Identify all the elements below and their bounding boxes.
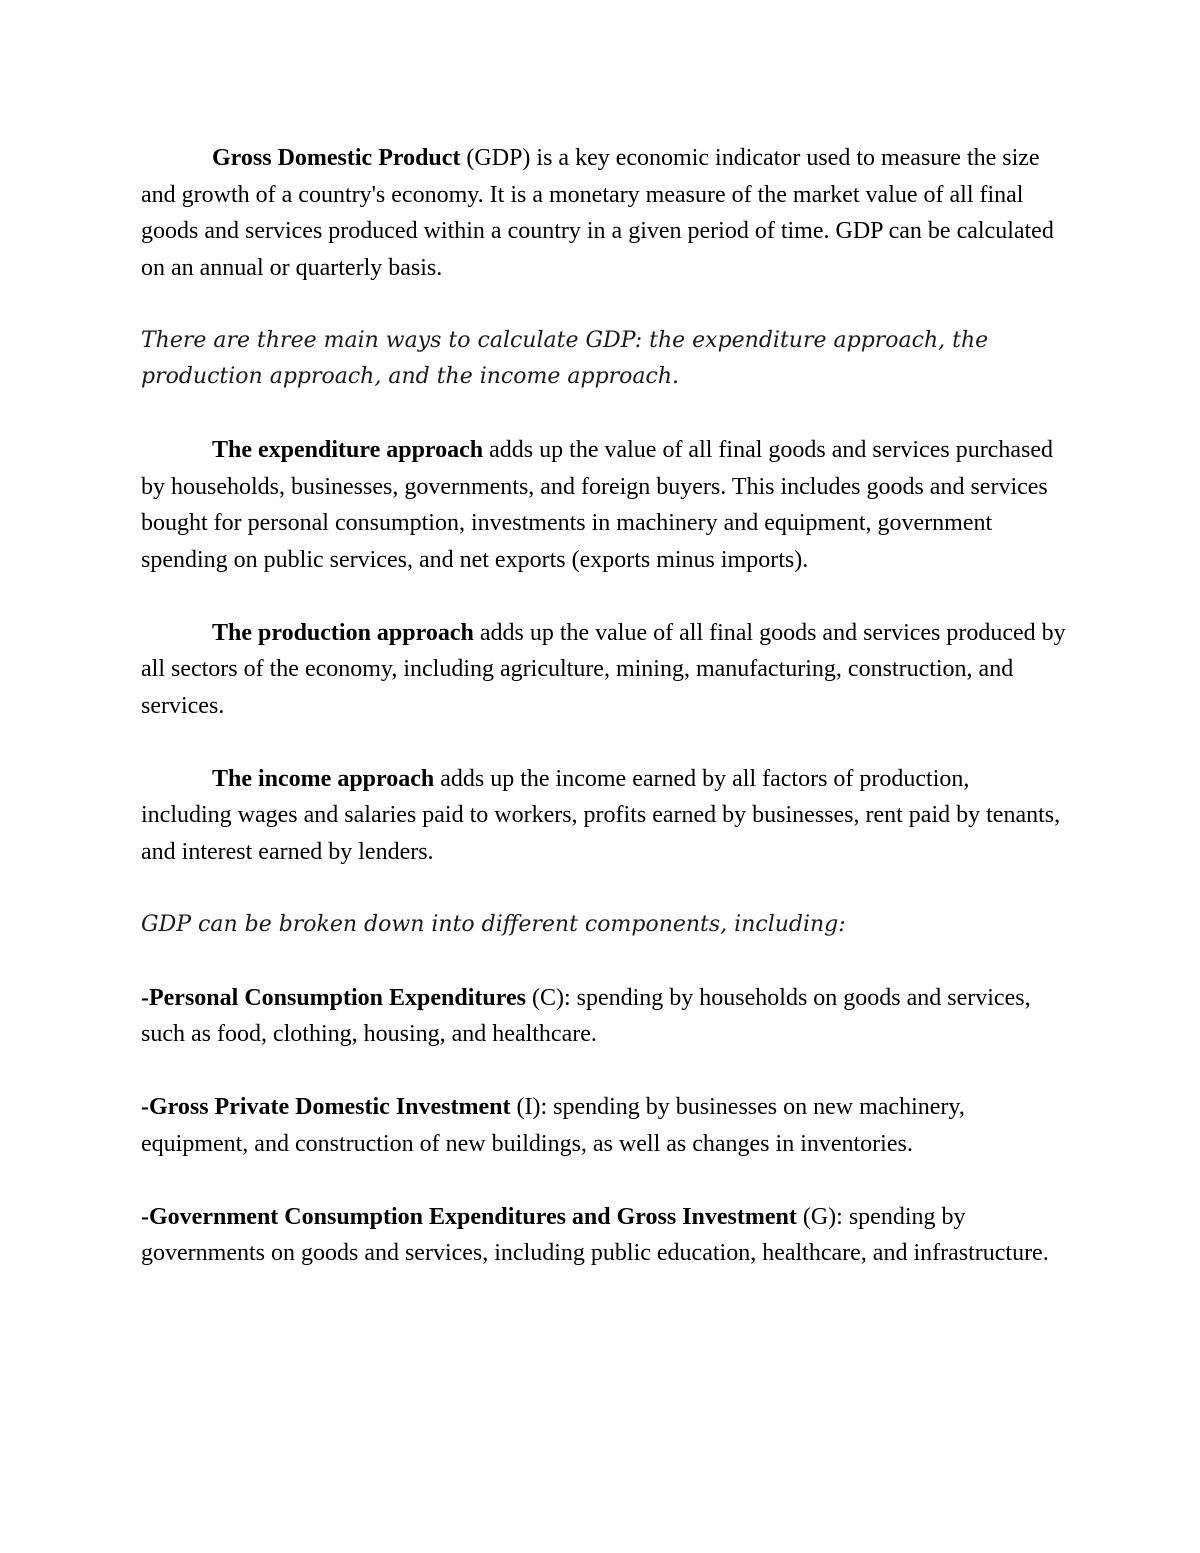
production-approach-term: The production approach [212, 619, 474, 646]
component-government [141, 1199, 1066, 1272]
expenditure-approach-text: adds up the value of all final goods and services purchased by households, businesses, governments, and foreign buyers. This includes goods and services bought for personal consumption, investments in machinery and equipment, government spending on public services, and net exports (exports minus imports). [141, 437, 1053, 573]
government-text: spending by governments on goods and services, including public education, healthcare, and infrastructure. [141, 1203, 1049, 1266]
consumption-term: -Personal Consumption Expenditures [141, 984, 526, 1011]
component-investment [141, 1089, 1066, 1162]
income-approach-term: The income approach [212, 765, 435, 792]
calculation-methods-note: There are three main ways to calculate GDP: the expenditure approach, the production approach, and the income approach. [141, 327, 989, 389]
production-approach-text: adds up the value of all final goods and services produced by all sectors of the economy, including agriculture, mining, manufacturing, construction, and services. [141, 619, 1066, 719]
production-approach-paragraph [141, 615, 1066, 725]
income-approach-text: adds up the income earned by all factors of production, including wages and salaries paid to workers, profits earned by businesses, rent paid by tenants, and interest earned by lenders. [141, 765, 1061, 865]
expenditure-approach-paragraph [141, 432, 1066, 578]
expenditure-approach-term: The expenditure approach [212, 437, 484, 463]
gdp-definition-paragraph [141, 140, 1066, 286]
government-symbol: (G): [796, 1203, 843, 1230]
consumption-symbol: (C): [525, 984, 571, 1011]
investment-text: spending by businesses on new machinery, equipment, and construction of new buildings, as well as changes in inventories. [141, 1094, 965, 1157]
income-approach-paragraph [141, 761, 1066, 871]
consumption-text: spending by households on goods and services, such as food, clothing, housing, and healthcare. [141, 984, 1031, 1047]
investment-term: -Gross Private Domestic Investment [141, 1094, 511, 1120]
components-note: GDP can be broken down into different components, including: [141, 911, 846, 937]
gdp-term: Gross Domestic Product [212, 145, 461, 171]
component-consumption [141, 980, 1066, 1053]
document-body [141, 140, 1066, 1308]
government-term: -Government Consumption Expenditures and Gross Investment [141, 1203, 797, 1230]
gdp-definition-text: (GDP) is a key economic indicator used to measure the size and growth of a country's economy. It is a monetary measure of the market value of all final goods and services produced within a country in a given period of time. GDP can be calculated on an annual or quarterly basis. [141, 145, 1054, 281]
investment-symbol: (I): [510, 1094, 548, 1120]
